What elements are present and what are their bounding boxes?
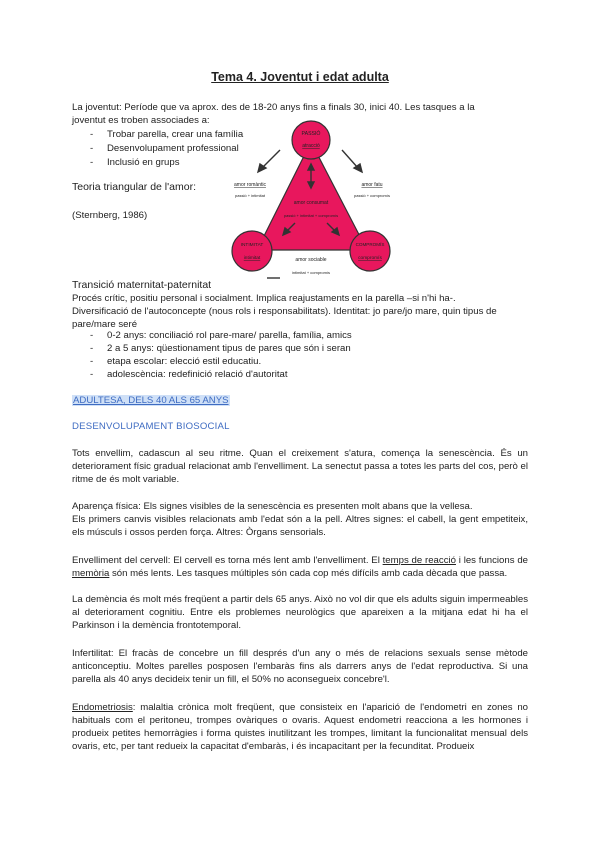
- temps-reaccio-term: temps de reacció: [382, 555, 456, 566]
- intimacy-circle: [232, 231, 272, 271]
- list-item: 0-2 anys: conciliació rol pare-mare/ parella, família, amics: [107, 330, 352, 341]
- citation: (Sternberg, 1986): [72, 210, 148, 221]
- bullet-dash: -: [90, 129, 94, 140]
- endometriosis-term: Endometriosis: [72, 702, 133, 713]
- paragraph-infertilitat: Infertilitat: El fracàs de concebre un fill després d'un any o més de relacions sexuals sense mètode anticonceptiu. Moltes parelles posposen l'embaràs fins als darrers anys de l'edat reproductiva. Si una parella als 40 anys decideix tenir un fill, el 50% no aconsegueix concebre'l.: [72, 648, 528, 685]
- passion-circle: [292, 121, 330, 159]
- list-item: etapa escolar: elecció estil educatiu.: [107, 356, 262, 367]
- love-triangle-diagram: [222, 120, 400, 280]
- bullet-dash: -: [90, 343, 94, 354]
- intimacy-label: INTIMITAT: [240, 243, 264, 248]
- intro-line-1: La joventut: Període que va aprox. des de 18-20 anys fins a finals 30, inici 40. Les tasques a la: [72, 102, 475, 113]
- paragraph-aparenca: Aparença física: Els signes visibles de la senescència es presenten molt abans que la vellesa.: [72, 501, 473, 512]
- cervell-text-a: Envelliment del cervell: El cervell es torna més lent amb l'envelliment. El: [72, 555, 383, 566]
- commitment-sub: compromís: [358, 256, 382, 261]
- bottom-side-label: amor sociable: [295, 257, 327, 263]
- center-label: amor consumat: [293, 200, 329, 206]
- left-side-sub: passió + intimitat: [235, 193, 265, 198]
- commitment-circle: [350, 231, 390, 271]
- section-subheading: DESENVOLUPAMENT BIOSOCIAL: [72, 421, 230, 432]
- bullet-dash: -: [90, 143, 94, 154]
- paragraph-cervell: [72, 554, 528, 580]
- passion-label: PASSIÓ: [301, 131, 321, 137]
- transition-heading: Transició maternitat-paternitat: [72, 279, 212, 291]
- list-item: Desenvolupament professional: [107, 143, 239, 154]
- memoria-term: memòria: [72, 568, 110, 579]
- bullet-dash: -: [90, 330, 94, 341]
- paragraph-senescencia: Tots envellim, cadascun al seu ritme. Quan el creixement s'atura, comença la senescència. És un deteriorament físic gradual relacionat amb l'envelliment. La senectut passa a totes les parts del cos, però el ritme de és molt variable.: [72, 448, 528, 485]
- paragraph-aparenca-2: Els primers canvis visibles relacionats amb l'edat són a la pell. Altres signes: el cabell, la gent empetiteix, els músculs i ossos perden força. Altres: Òrgans sensorials.: [72, 514, 528, 538]
- page-title: Tema 4. Joventut i edat adulta: [211, 70, 389, 84]
- transition-line-3: pare/mare seré: [72, 319, 138, 330]
- transition-line-2: Diversificació de l'autoconcepte (nous rols i responsabilitats). Identitat: jo pare/jo mare, quin tipus de: [72, 306, 497, 317]
- commitment-label: COMPROMÍS: [355, 242, 385, 247]
- left-side-label: amor romàntic: [234, 182, 266, 188]
- bullet-dash: -: [90, 157, 94, 168]
- center-sub: passió + intimitat + compromís: [283, 213, 339, 218]
- theory-label: Teoria triangular de l'amor:: [72, 181, 196, 193]
- endometriosis-text: : malaltia crònica molt freqüent, que consisteix en l'aparició de l'endometri en zones no habituals com el peritoneu, trompes ovàriques o ovaris. Aquest endometri reacciona a les hormones i produeix petites hemorràgies i forma quistes inutilitzant les trompes, limitant la funcionalitat mensual dels ovaris, etc, per tant redueix la capacitat d'embaràs, i és incapacitant per la fecunditat. Produeix: [72, 702, 528, 752]
- list-item: Trobar parella, crear una família: [107, 129, 244, 140]
- section-link-adultesa[interactable]: ADULTESA, DELS 40 ALS 65 ANYS: [73, 395, 229, 406]
- paragraph-demencia: La demència és molt més freqüent a partir dels 65 anys. Això no vol dir que els adults siguin impermeables al deteriorament cognitiu. Entre els problemes neurològics que apareixen a la mitjana edat hi ha el Parkinson i la demència frontotemporal.: [72, 594, 528, 631]
- right-side-label: amor fatu: [361, 182, 383, 188]
- bullet-dash: -: [90, 369, 94, 380]
- right-side-sub: passió + compromís: [354, 193, 390, 198]
- cervell-text-b: i les funcions de: [455, 555, 528, 566]
- list-item: 2 a 5 anys: qüestionament tipus de pares que són i seran: [107, 343, 351, 354]
- bottom-side-sub: intimitat + compromís: [291, 270, 331, 275]
- intimacy-sub: intimitat: [243, 256, 261, 261]
- transition-line-1: Procés crític, positiu personal i socialment. Implica reajustaments en la parella –si n'hi ha-.: [72, 293, 456, 304]
- intro-line-2: joventut es troben associades a:: [72, 115, 210, 126]
- cervell-text-c: són més lents. Les tasques múltiples són cada cop més difícils amb cada dècada que passa.: [109, 568, 508, 579]
- list-item: adolescència: redefinició relació d'autoritat: [107, 369, 288, 380]
- paragraph-endometriosis: [72, 701, 528, 753]
- list-item: Inclusió en grups: [107, 157, 180, 168]
- bullet-dash: -: [90, 356, 94, 367]
- passion-sub: atracció: [302, 143, 320, 149]
